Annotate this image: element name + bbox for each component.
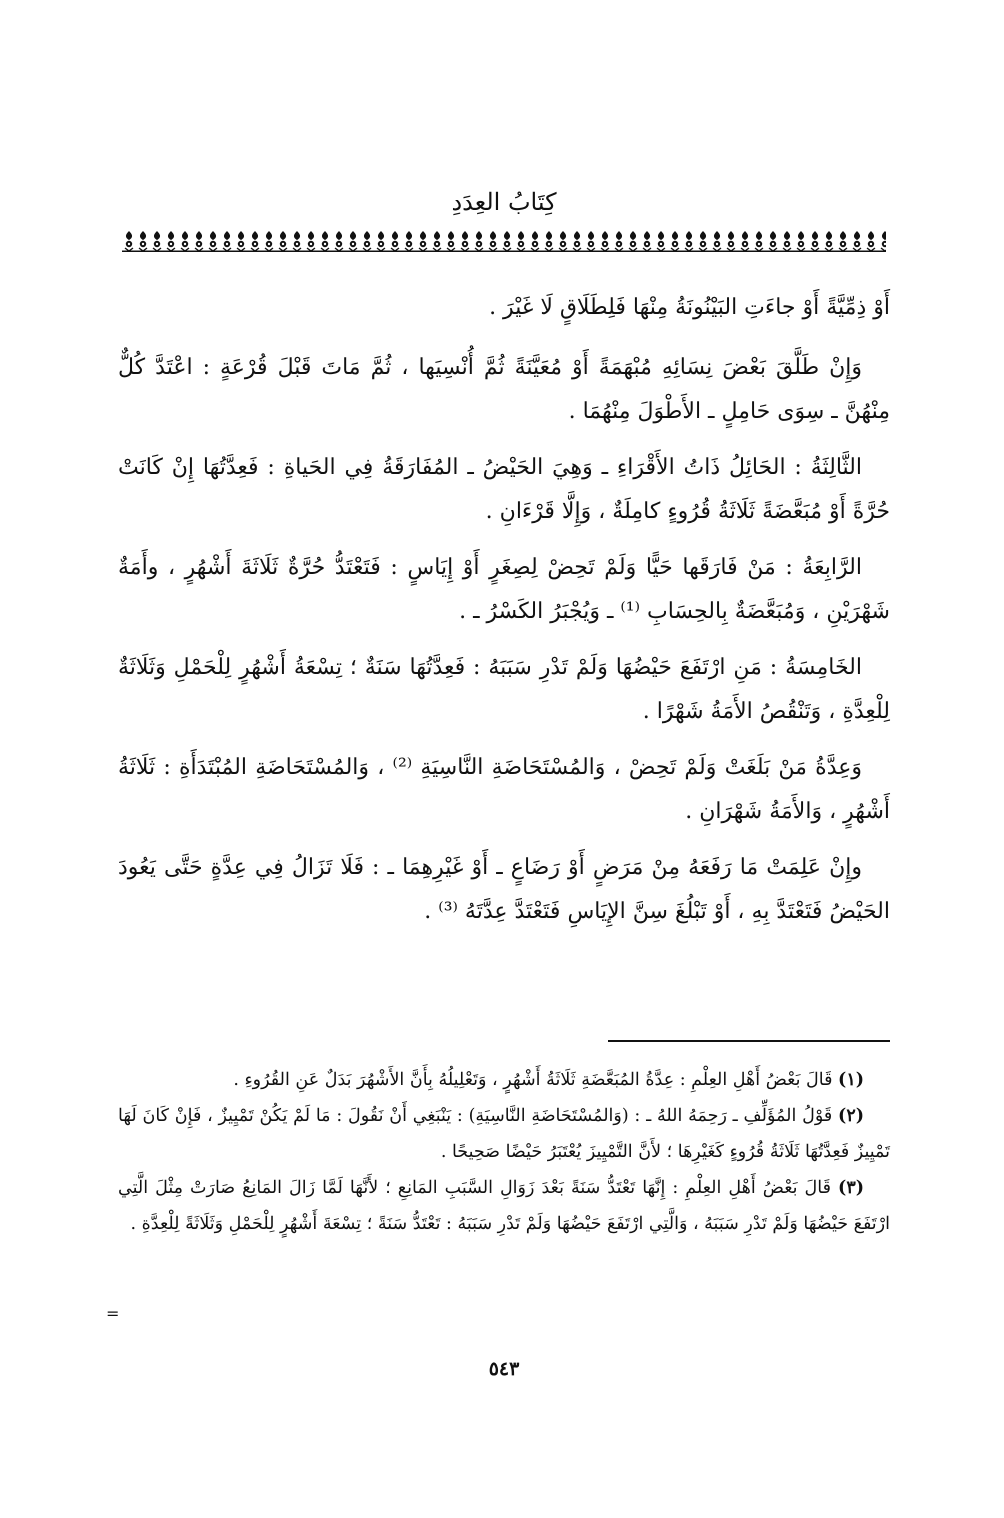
footnote-separator: [608, 1040, 890, 1042]
footnote-text: قَالَ بَعْضُ أَهْلِ العِلْمِ : إِنَّهَا تَعْتَدُّ سَنَةً بَعْدَ زَوَالِ السَّبَبِ المَانِعِ ؛ لأَنَّهَا لَمَّا زَالَ المَانِعُ صَارَتْ مِثْلَ الَّتِي ارْتَفَعَ حَيْضُهَا وَلَمْ تَدْرِ سَبَبَهُ ، وَالَّتِي ارْتَفَعَ حَيْضُهَا وَلَمْ تَدْرِ سَبَبَهُ : تَعْتَدُّ سَنَةً ؛ تِسْعَةَ أَشْهُرٍ لِلْحَمْلِ وَثَلَاثَةً لِلْعِدَّةِ .: [118, 1178, 890, 1234]
main-text: [118, 286, 890, 946]
running-header: كِتَابُ العِدَدِ: [451, 188, 557, 216]
footnote: [118, 1170, 890, 1242]
footnote: [118, 1062, 890, 1098]
footnote-text: قَالَ بَعْضُ أَهْلِ العِلْمِ : عِدَّةُ المُبَعَّضَةِ ثَلَاثَةُ أَشْهُرٍ ، وَتَعْلِيلُهُ بِأَنَّ الأَشْهُرَ بَدَلٌ عَنِ القُرُوءِ .: [233, 1070, 833, 1090]
footnote-number: (٢): [838, 1106, 864, 1126]
paragraph: الخَامِسَةُ : مَنِ ارْتَفَعَ حَيْضُهَا وَلَمْ تَدْرِ سَبَبَهُ : فَعِدَّتُهَا سَنَةٌ ؛ تِسْعَةُ أَشْهُرٍ لِلْحَمْلِ وَثَلَاثَةٌ لِلْعِدَّةِ ، وَتَنْقُصُ الأَمَةُ شَهْرًا .: [118, 655, 890, 724]
book-page: [106, 0, 890, 1518]
paragraph: وَعِدَّةُ مَنْ بَلَغَتْ وَلَمْ تَحِضْ ، وَالمُسْتَحَاضَةِ النَّاسِيَةِ ⁽²⁾ ، وَالمُسْتَحَاضَةِ المُبْتَدَأَةِ : ثَلَاثَةُ أَشْهُرٍ ، وَالأَمَةُ شَهْرَانِ .: [118, 755, 890, 824]
footnote-number: (٣): [838, 1178, 864, 1198]
footnote: [118, 1098, 890, 1170]
paragraph: أَوْ ذِمِّيَّةً أَوْ جاءَتِ البَيْنُونَةُ مِنْهَا فَلِطَلَاقٍ لَا غَيْرَ .: [489, 295, 890, 320]
footnote-number: (١): [838, 1070, 864, 1090]
page-number: ٥٤٣: [488, 1358, 520, 1380]
footnote-text: قَوْلُ المُؤَلِّفِ ـ رَحِمَهُ اللهُ ـ : (وَالمُسْتَحَاضَةِ النَّاسِيَةِ) : يَنْبَغِي أَنْ نَقُولَ : مَا لَمْ يَكُنْ تَمْيِيزٌ ، فَإِنْ كَانَ لَهَا تَمْيِيزٌ فَعِدَّتُهَا ثَلَاثَةُ قُرُوءٍ كَغَيْرِهَا ؛ لأَنَّ التَّمْيِيزَ يُعْتَبَرُ حَيْضًا صَحِيحًا .: [118, 1106, 890, 1162]
ornamental-border-icon: [122, 228, 886, 252]
paragraph: الثَّالِثَةُ : الحَائِلُ ذَاتُ الأَقْرَاءِ ـ وَهِيَ الحَيْضُ ـ المُفَارَقَةُ فِي الحَياةِ : فَعِدَّتُهَا إِنْ كَانَتْ حُرَّةً أَوْ مُبَعَّضَةً ثَلَاثَةُ قُرُوءٍ كامِلَةٌ ، وَإِلَّا قَرْءَانِ .: [118, 455, 890, 524]
paragraph: وإِنْ عَلِمَتْ مَا رَفَعَهُ مِنْ مَرَضٍ أَوْ رَضَاعٍ ـ أَوْ غَيْرِهِمَا ـ : فَلَا تَزَالُ فِي عِدَّةٍ حَتَّى يَعُودَ الحَيْضُ فَتَعْتَدَّ بِهِ ، أَوْ تَبْلُغَ سِنَّ الإِيَاسِ فَتَعْتَدَّ عِدَّتَهُ ⁽³⁾ .: [118, 855, 890, 924]
paragraph: الرَّابِعَةُ : مَنْ فَارَقَها حَيًّا وَلَمْ تَحِضْ لِصِغَرٍ أَوْ إِيَاسٍ : فَتَعْتَدُّ حُرَّةٌ ثَلَاثَةَ أَشْهُرٍ ، وأَمَةٌ شَهْرَيْنِ ، وَمُبَعَّضَةٌ بِالحِسَابِ ⁽¹⁾ ـ وَيُجْبَرُ الكَسْرُ ـ .: [118, 555, 890, 624]
continuation-mark: =: [106, 1304, 120, 1323]
paragraph: وَإِنْ طَلَّقَ بَعْضَ نِسَائِهِ مُبْهَمَةً أَوْ مُعَيَّنَةً ثُمَّ أُنْسِيَها ، ثُمَّ مَاتَ قَبْلَ قُرْعَةٍ : اعْتَدَّ كُلٌّ مِنْهُنَّ ـ سِوَى حَامِلٍ ـ الأَطْوَلَ مِنْهُمَا .: [118, 355, 890, 424]
footnotes: [118, 1062, 890, 1242]
